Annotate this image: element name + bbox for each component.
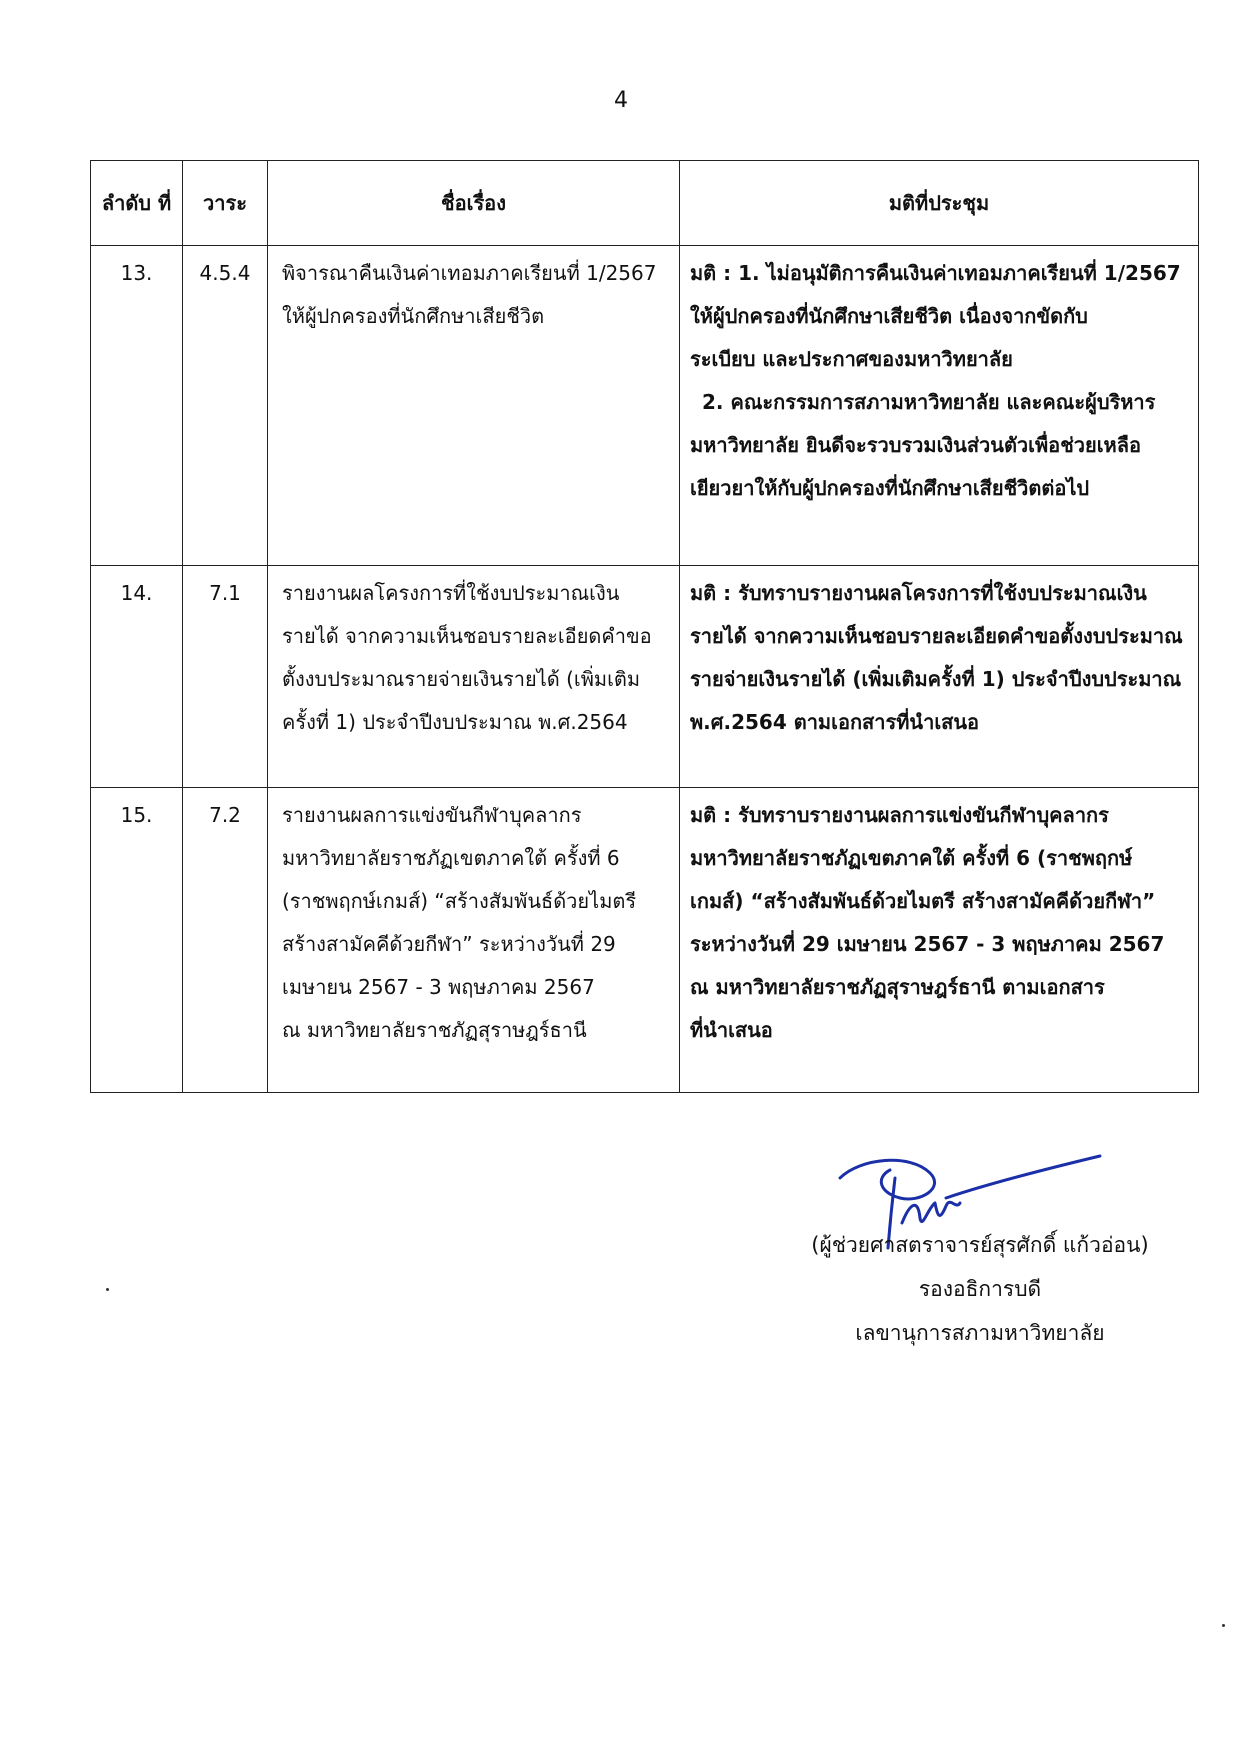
resolution-line: มติ : รับทราบรายงานผลการแข่งขันกีฬาบุคลากร bbox=[690, 803, 1109, 827]
agenda-table bbox=[90, 160, 1199, 1093]
title-line: มหาวิทยาลัยราชภัฏเขตภาคใต้ ครั้งที่ 6 bbox=[282, 846, 620, 870]
row-agenda: 4.5.4 bbox=[183, 246, 268, 566]
table-header-row bbox=[91, 161, 1199, 246]
resolution-line: มหาวิทยาลัยราชภัฏเขตภาคใต้ ครั้งที่ 6 (ราชพฤกษ์ bbox=[690, 846, 1133, 870]
row-agenda: 7.2 bbox=[183, 788, 268, 1093]
row-title bbox=[268, 788, 680, 1093]
row-agenda: 7.1 bbox=[183, 566, 268, 788]
resolution-line: ระหว่างวันที่ 29 เมษายน 2567 - 3 พฤษภาคม 2567 bbox=[690, 932, 1165, 956]
resolution-line: รายได้ จากความเห็นชอบรายละเอียดคำขอตั้งงบประมาณ bbox=[690, 624, 1183, 648]
row-number: 14. bbox=[91, 566, 183, 788]
header-no: ลำดับ ที่ bbox=[91, 161, 183, 246]
signer-name: (ผู้ช่วยศาสตราจารย์สุรศักดิ์ แก้วอ่อน) bbox=[811, 1233, 1149, 1257]
title-line: ให้ผู้ปกครองที่นักศึกษาเสียชีวิต bbox=[282, 304, 545, 328]
signer-position: รองอธิการบดี bbox=[918, 1277, 1042, 1301]
row-resolution bbox=[680, 246, 1199, 566]
page-number: 4 bbox=[614, 88, 628, 113]
row-title bbox=[268, 566, 680, 788]
row-resolution bbox=[680, 788, 1199, 1093]
title-line: รายงานผลโครงการที่ใช้งบประมาณเงิน bbox=[282, 581, 620, 605]
header-title: ชื่อเรื่อง bbox=[268, 161, 680, 246]
title-line: รายงานผลการแข่งขันกีฬาบุคลากร bbox=[282, 803, 582, 827]
scan-speck bbox=[1222, 1624, 1225, 1627]
title-line: พิจารณาคืนเงินค่าเทอมภาคเรียนที่ 1/2567 bbox=[282, 261, 657, 285]
table-row bbox=[91, 788, 1199, 1093]
row-number: 15. bbox=[91, 788, 183, 1093]
resolution-line: ณ มหาวิทยาลัยราชภัฏสุราษฎร์ธานี ตามเอกสาร bbox=[690, 975, 1105, 999]
signer-role: เลขานุการสภามหาวิทยาลัย bbox=[855, 1321, 1105, 1345]
resolution-line: รายจ่ายเงินรายได้ (เพิ่มเติมครั้งที่ 1) ประจำปีงบประมาณ bbox=[690, 667, 1182, 691]
title-line: รายได้ จากความเห็นชอบรายละเอียดคำขอ bbox=[282, 624, 652, 648]
title-line: ครั้งที่ 1) ประจำปีงบประมาณ พ.ศ.2564 bbox=[282, 710, 628, 734]
title-line: ตั้งงบประมาณรายจ่ายเงินรายได้ (เพิ่มเติม bbox=[282, 667, 641, 691]
header-resolution: มติที่ประชุม bbox=[680, 161, 1199, 246]
title-line: ณ มหาวิทยาลัยราชภัฏสุราษฎร์ธานี bbox=[282, 1018, 587, 1042]
resolution-line: มติ : รับทราบรายงานผลโครงการที่ใช้งบประมาณเงิน bbox=[690, 581, 1147, 605]
title-line: เมษายน 2567 - 3 พฤษภาคม 2567 bbox=[282, 975, 595, 999]
resolution-line: มหาวิทยาลัย ยินดีจะรวบรวมเงินส่วนตัวเพื่อช่วยเหลือ bbox=[690, 433, 1142, 457]
table-row bbox=[91, 246, 1199, 566]
header-agenda: วาระ bbox=[183, 161, 268, 246]
resolution-line: ให้ผู้ปกครองที่นักศึกษาเสียชีวิต เนื่องจากขัดกับ bbox=[690, 304, 1088, 328]
resolution-line: เกมส์) “สร้างสัมพันธ์ด้วยไมตรี สร้างสามัคคีด้วยกีฬา” bbox=[690, 889, 1156, 913]
resolution-line: 2. คณะกรรมการสภามหาวิทยาลัย และคณะผู้บริหาร bbox=[702, 390, 1156, 414]
title-line: (ราชพฤกษ์เกมส์) “สร้างสัมพันธ์ด้วยไมตรี bbox=[282, 889, 637, 913]
table-row bbox=[91, 566, 1199, 788]
resolution-line: ที่นำเสนอ bbox=[690, 1018, 773, 1042]
row-title bbox=[268, 246, 680, 566]
scan-speck bbox=[106, 1288, 109, 1291]
resolution-line: เยียวยาให้กับผู้ปกครองที่นักศึกษาเสียชีวิตต่อไป bbox=[690, 476, 1090, 500]
resolution-line: พ.ศ.2564 ตามเอกสารที่นำเสนอ bbox=[690, 710, 980, 734]
row-number: 13. bbox=[91, 246, 183, 566]
row-resolution bbox=[680, 566, 1199, 788]
title-line: สร้างสามัคคีด้วยกีฬา” ระหว่างวันที่ 29 bbox=[282, 932, 616, 956]
resolution-line: ระเบียบ และประกาศของมหาวิทยาลัย bbox=[690, 347, 1013, 371]
resolution-line: มติ : 1. ไม่อนุมัติการคืนเงินค่าเทอมภาคเรียนที่ 1/2567 bbox=[690, 261, 1181, 285]
